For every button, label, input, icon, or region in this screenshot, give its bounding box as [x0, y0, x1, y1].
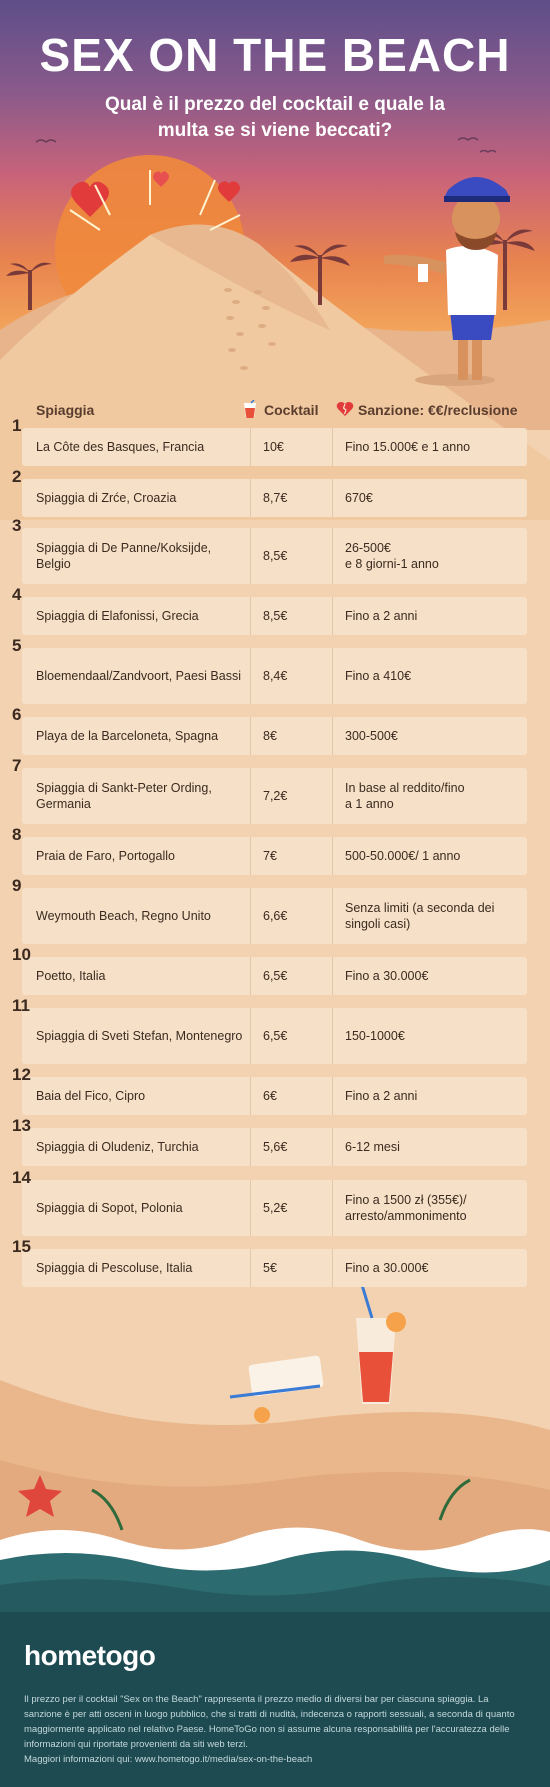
cocktail-price: 6€ — [250, 1077, 332, 1115]
sanction-text: 26-500€ e 8 giorni-1 anno — [332, 528, 522, 584]
table-row — [12, 416, 527, 466]
cocktail-glass-illustration — [356, 1285, 406, 1404]
cocktail-price: 7€ — [250, 837, 332, 875]
cocktail-price: 6,5€ — [250, 957, 332, 995]
cocktail-price: 7,2€ — [250, 768, 332, 824]
table-row — [12, 876, 527, 944]
beach-name: Spiaggia di Sankt-Peter Ording, Germania — [36, 781, 212, 811]
table-row — [12, 705, 527, 755]
cocktail-price: 6,6€ — [250, 888, 332, 944]
rank-number: 13 — [12, 1116, 31, 1135]
sanction-text: Fino a 410€ — [332, 648, 522, 704]
rank-number: 11 — [12, 996, 30, 1015]
sanction-text: Fino a 30.000€ — [332, 1249, 522, 1287]
rank-number: 5 — [12, 636, 22, 655]
cocktail-price: 8,4€ — [250, 648, 332, 704]
sanction-text: Senza limiti (a seconda dei singoli casi) — [332, 888, 522, 944]
sanction-text: 500-50.000€/ 1 anno — [332, 837, 522, 875]
table-row — [12, 1168, 527, 1236]
table-row — [12, 467, 527, 517]
cocktail-price: 8,5€ — [250, 597, 332, 635]
rank-number: 7 — [12, 756, 22, 775]
disclaimer-text: Il prezzo per il cocktail "Sex on the Beach" rappresenta il prezzo medio di diversi bar per ciascuna spiaggia. La sanzione è per atti osceni in luogo pubblico, che si tratti di nudità, indecenza o rapporti sessuali, a seconda di quanto maggiormente applicato nel relativo Paese. HomeToGo non si assume alcuna responsabilità per l'accuratezza delle informazioni qui riportate provenienti da siti web terzi. — [24, 1694, 515, 1750]
beach-name: Bloemendaal/Zandvoort, Paesi Bassi — [36, 669, 241, 683]
cocktail-price: 10€ — [250, 428, 332, 466]
table-row — [12, 1237, 527, 1287]
cocktail-price: 5,6€ — [250, 1128, 332, 1166]
table-row — [12, 825, 527, 875]
table-row — [12, 585, 527, 635]
sanction-text: In base al reddito/fino a 1 anno — [332, 768, 522, 824]
palm-tree-icon — [6, 263, 52, 310]
sanction-text: 150-1000€ — [332, 1008, 522, 1064]
table-row — [12, 756, 527, 824]
beach-name: Playa de la Barceloneta, Spagna — [36, 729, 219, 743]
rank-number: 6 — [12, 705, 22, 724]
beach-name: Spiaggia di Sveti Stefan, Montenegro — [36, 1029, 243, 1043]
cocktail-price: 8,7€ — [250, 479, 332, 517]
rank-number: 14 — [12, 1168, 31, 1187]
beach-name: Spiaggia di Zrće, Croazia — [36, 491, 177, 505]
header-sanction: Sanzione: €€/reclusione — [358, 402, 518, 418]
table-row — [12, 996, 527, 1064]
sanction-text: Fino a 2 anni — [332, 597, 522, 635]
disclaimer — [24, 1692, 529, 1767]
cocktail-icon — [242, 400, 258, 420]
beach-name: Baia del Fico, Cipro — [36, 1089, 146, 1103]
sanction-text: 670€ — [332, 479, 522, 517]
broken-heart-icon — [336, 401, 354, 417]
cocktail-price: 5,2€ — [250, 1180, 332, 1236]
rank-number: 9 — [12, 876, 22, 895]
cocktail-price: 5€ — [250, 1249, 332, 1287]
beach-name: Spiaggia di De Panne/Koksijde, Belgio — [36, 541, 212, 571]
footer — [0, 1612, 550, 1787]
header-cocktail: Cocktail — [264, 402, 319, 418]
rank-number: 3 — [12, 516, 22, 535]
sanction-text: Fino a 2 anni — [332, 1077, 522, 1115]
page-subtitle: Qual è il prezzo del cocktail e quale la multa se si viene beccati? — [104, 94, 445, 141]
beach-name: Spiaggia di Oludeniz, Turchia — [36, 1140, 199, 1154]
beach-name: Weymouth Beach, Regno Unito — [36, 909, 211, 923]
sanction-text: Fino a 30.000€ — [332, 957, 522, 995]
rank-number: 12 — [12, 1065, 31, 1084]
table-row — [12, 945, 527, 995]
cocktail-price: 8€ — [250, 717, 332, 755]
page-title: SEX ON THE BEACH — [39, 29, 511, 81]
sanction-text: 300-500€ — [332, 717, 522, 755]
rank-number: 15 — [12, 1237, 31, 1256]
sanction-text: Fino a 1500 zł (355€)/ arresto/ammonimento — [332, 1180, 522, 1236]
sanction-text: 6-12 mesi — [332, 1128, 522, 1166]
beach-name: Spiaggia di Elafonissi, Grecia — [36, 609, 199, 623]
more-info-link[interactable]: Maggiori informazioni qui: www.hometogo.it/media/sex-on-the-beach — [24, 1754, 313, 1765]
header-beach: Spiaggia — [36, 402, 95, 418]
rank-number: 2 — [12, 467, 22, 486]
hometogo-logo: hometogo — [24, 1640, 156, 1671]
beach-name: Spiaggia di Pescoluse, Italia — [36, 1261, 193, 1275]
beach-name: Praia de Faro, Portogallo — [36, 849, 175, 863]
cocktail-price: 6,5€ — [250, 1008, 332, 1064]
table-row — [12, 1065, 527, 1115]
table-row — [12, 636, 527, 704]
rank-number: 1 — [12, 416, 22, 435]
beach-name: Poetto, Italia — [36, 969, 106, 983]
cocktail-price: 8,5€ — [250, 528, 332, 584]
sanction-text: Fino 15.000€ e 1 anno — [332, 428, 522, 466]
beach-name: La Côte des Basques, Francia — [36, 440, 205, 454]
table-header — [0, 400, 550, 424]
rank-number: 8 — [12, 825, 22, 844]
beach-name: Spiaggia di Sopot, Polonia — [36, 1201, 183, 1215]
table-row — [12, 516, 527, 584]
rank-number: 4 — [12, 585, 22, 604]
table-row — [12, 1116, 527, 1166]
rank-number: 10 — [12, 945, 31, 964]
